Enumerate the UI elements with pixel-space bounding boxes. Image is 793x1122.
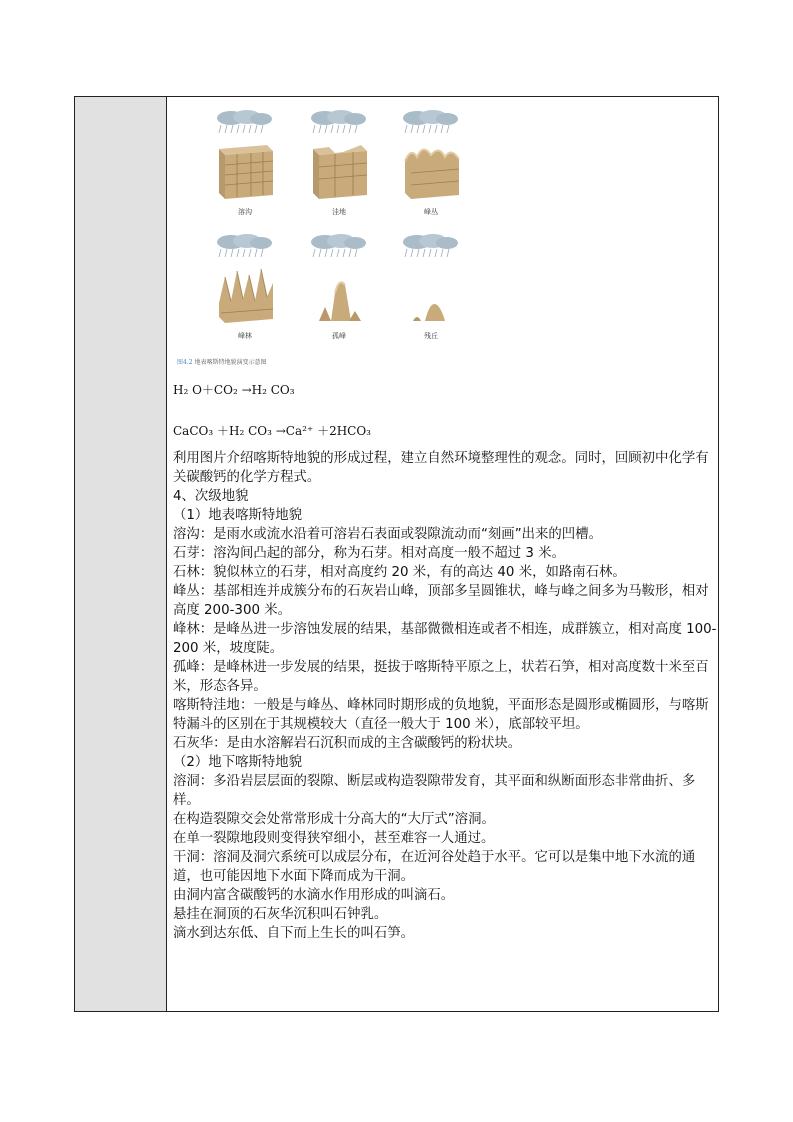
paragraph: 溶洞：多沿岩层层面的裂隙、断层或构造裂隙带发育，其平面和纵断面形态非常曲折、多样。 <box>173 774 696 808</box>
lesson-text <box>173 449 719 943</box>
landform-residual-hill <box>393 233 473 348</box>
depression-block-icon <box>309 139 369 201</box>
landform-caption: 残丘 <box>424 332 438 340</box>
landform-caption: 峰林 <box>238 332 252 340</box>
paragraph: 石林：貌似林立的石芽，相对高度约 20 米，有的高达 40 米，如路南石林。 <box>173 565 626 580</box>
landform-caption: 孤峰 <box>332 332 346 340</box>
rain-cloud-icon <box>307 109 367 135</box>
paragraph: 孤峰：是峰林进一步发展的结果，挺拔于喀斯特平原之上，状若石笋，相对高度数十米至百米，形态各异。 <box>173 660 709 694</box>
peak-cluster-block-icon <box>401 139 461 201</box>
paragraph: 在单一裂隙地段则变得狭窄细小，甚至难容一人通过。 <box>173 831 495 846</box>
landform-caption: 洼地 <box>332 208 346 216</box>
peak-forest-block-icon <box>215 263 275 325</box>
rain-cloud-icon <box>307 233 367 259</box>
landform-caption: 溶沟 <box>238 208 252 216</box>
paragraph: 石灰华：是由水溶解岩石沉积而成的主含碳酸钙的粉状块。 <box>173 736 522 751</box>
lesson-table <box>74 96 719 1012</box>
rain-cloud-icon <box>399 109 459 135</box>
paragraph: 利用图片介绍喀斯特地貌的形成过程，建立自然环境整理性的观念。同时，回顾初中化学有关碳酸钙的化学方程式。 <box>173 451 709 485</box>
section-heading: 4、次级地貌 <box>173 489 249 504</box>
isolated-peak-icon <box>309 263 369 325</box>
paragraph: 滴水到达东低、自下而上生长的叫石笋。 <box>173 926 415 941</box>
paragraph: 干洞：溶洞及洞穴系统可以成层分布，在近河谷处趋于水平。它可以是集中地下水流的通道，也可能因地下水面下降而成为干洞。 <box>173 850 696 884</box>
landform-peak-cluster <box>393 109 473 224</box>
paragraph: 石芽：溶沟间凸起的部分，称为石芽。相对高度一般不超过 3 米。 <box>173 546 565 561</box>
rain-cloud-icon <box>399 233 459 259</box>
paragraph: 喀斯特洼地：一般是与峰丛、峰林同时期形成的负地貌，平面形态是圆形或椭圆形，与喀斯特漏斗的区别在于其规模较大（直径一般大于 100 米），底部较平坦。 <box>173 698 709 732</box>
rain-cloud-icon <box>213 233 273 259</box>
landform-isolated-peak <box>301 233 381 348</box>
landform-peak-forest <box>207 233 287 348</box>
landform-karren <box>207 109 287 224</box>
figure-caption: 图4.2 地表喀斯特地貌演变示意图 <box>177 359 267 366</box>
table-left-column <box>75 97 167 1011</box>
subsection-heading: （2）地下喀斯特地貌 <box>173 755 303 770</box>
landform-caption: 峰丛 <box>424 208 438 216</box>
residual-hill-icon <box>401 263 461 325</box>
paragraph: 在构造裂隙交会处常常形成十分高大的“大厅式”溶洞。 <box>173 812 495 827</box>
paragraph: 峰林：是峰丛进一步溶蚀发展的结果，基部微微相连或者不相连，成群簇立，相对高度 100-200 米，坡度陡。 <box>173 622 717 656</box>
subsection-heading: （1）地表喀斯特地貌 <box>173 508 303 523</box>
karst-evolution-figure <box>171 105 471 367</box>
paragraph: 溶沟：是雨水或流水沿着可溶岩石表面或裂隙流动而“刻画”出来的凹槽。 <box>173 527 602 542</box>
paragraph: 悬挂在洞顶的石灰华沉积叫石钟乳。 <box>173 907 388 922</box>
rain-cloud-icon <box>213 109 273 135</box>
chemical-equation-2: CaCO₃ ＋H₂ CO₃ →Ca²⁺ ＋2HCO₃ <box>173 424 371 438</box>
table-content-cell <box>167 97 718 1011</box>
paragraph: 峰丛：基部相连并成簇分布的石灰岩山峰，顶部多呈圆锥状，峰与峰之间多为马鞍形，相对高度 200-300 米。 <box>173 584 709 618</box>
paragraph: 由洞内富含碳酸钙的水滴水作用形成的叫滴石。 <box>173 888 455 903</box>
karren-block-icon <box>215 139 275 201</box>
chemical-equation-1: H₂ O＋CO₂ →H₂ CO₃ <box>173 383 295 397</box>
landform-depression <box>301 109 381 224</box>
